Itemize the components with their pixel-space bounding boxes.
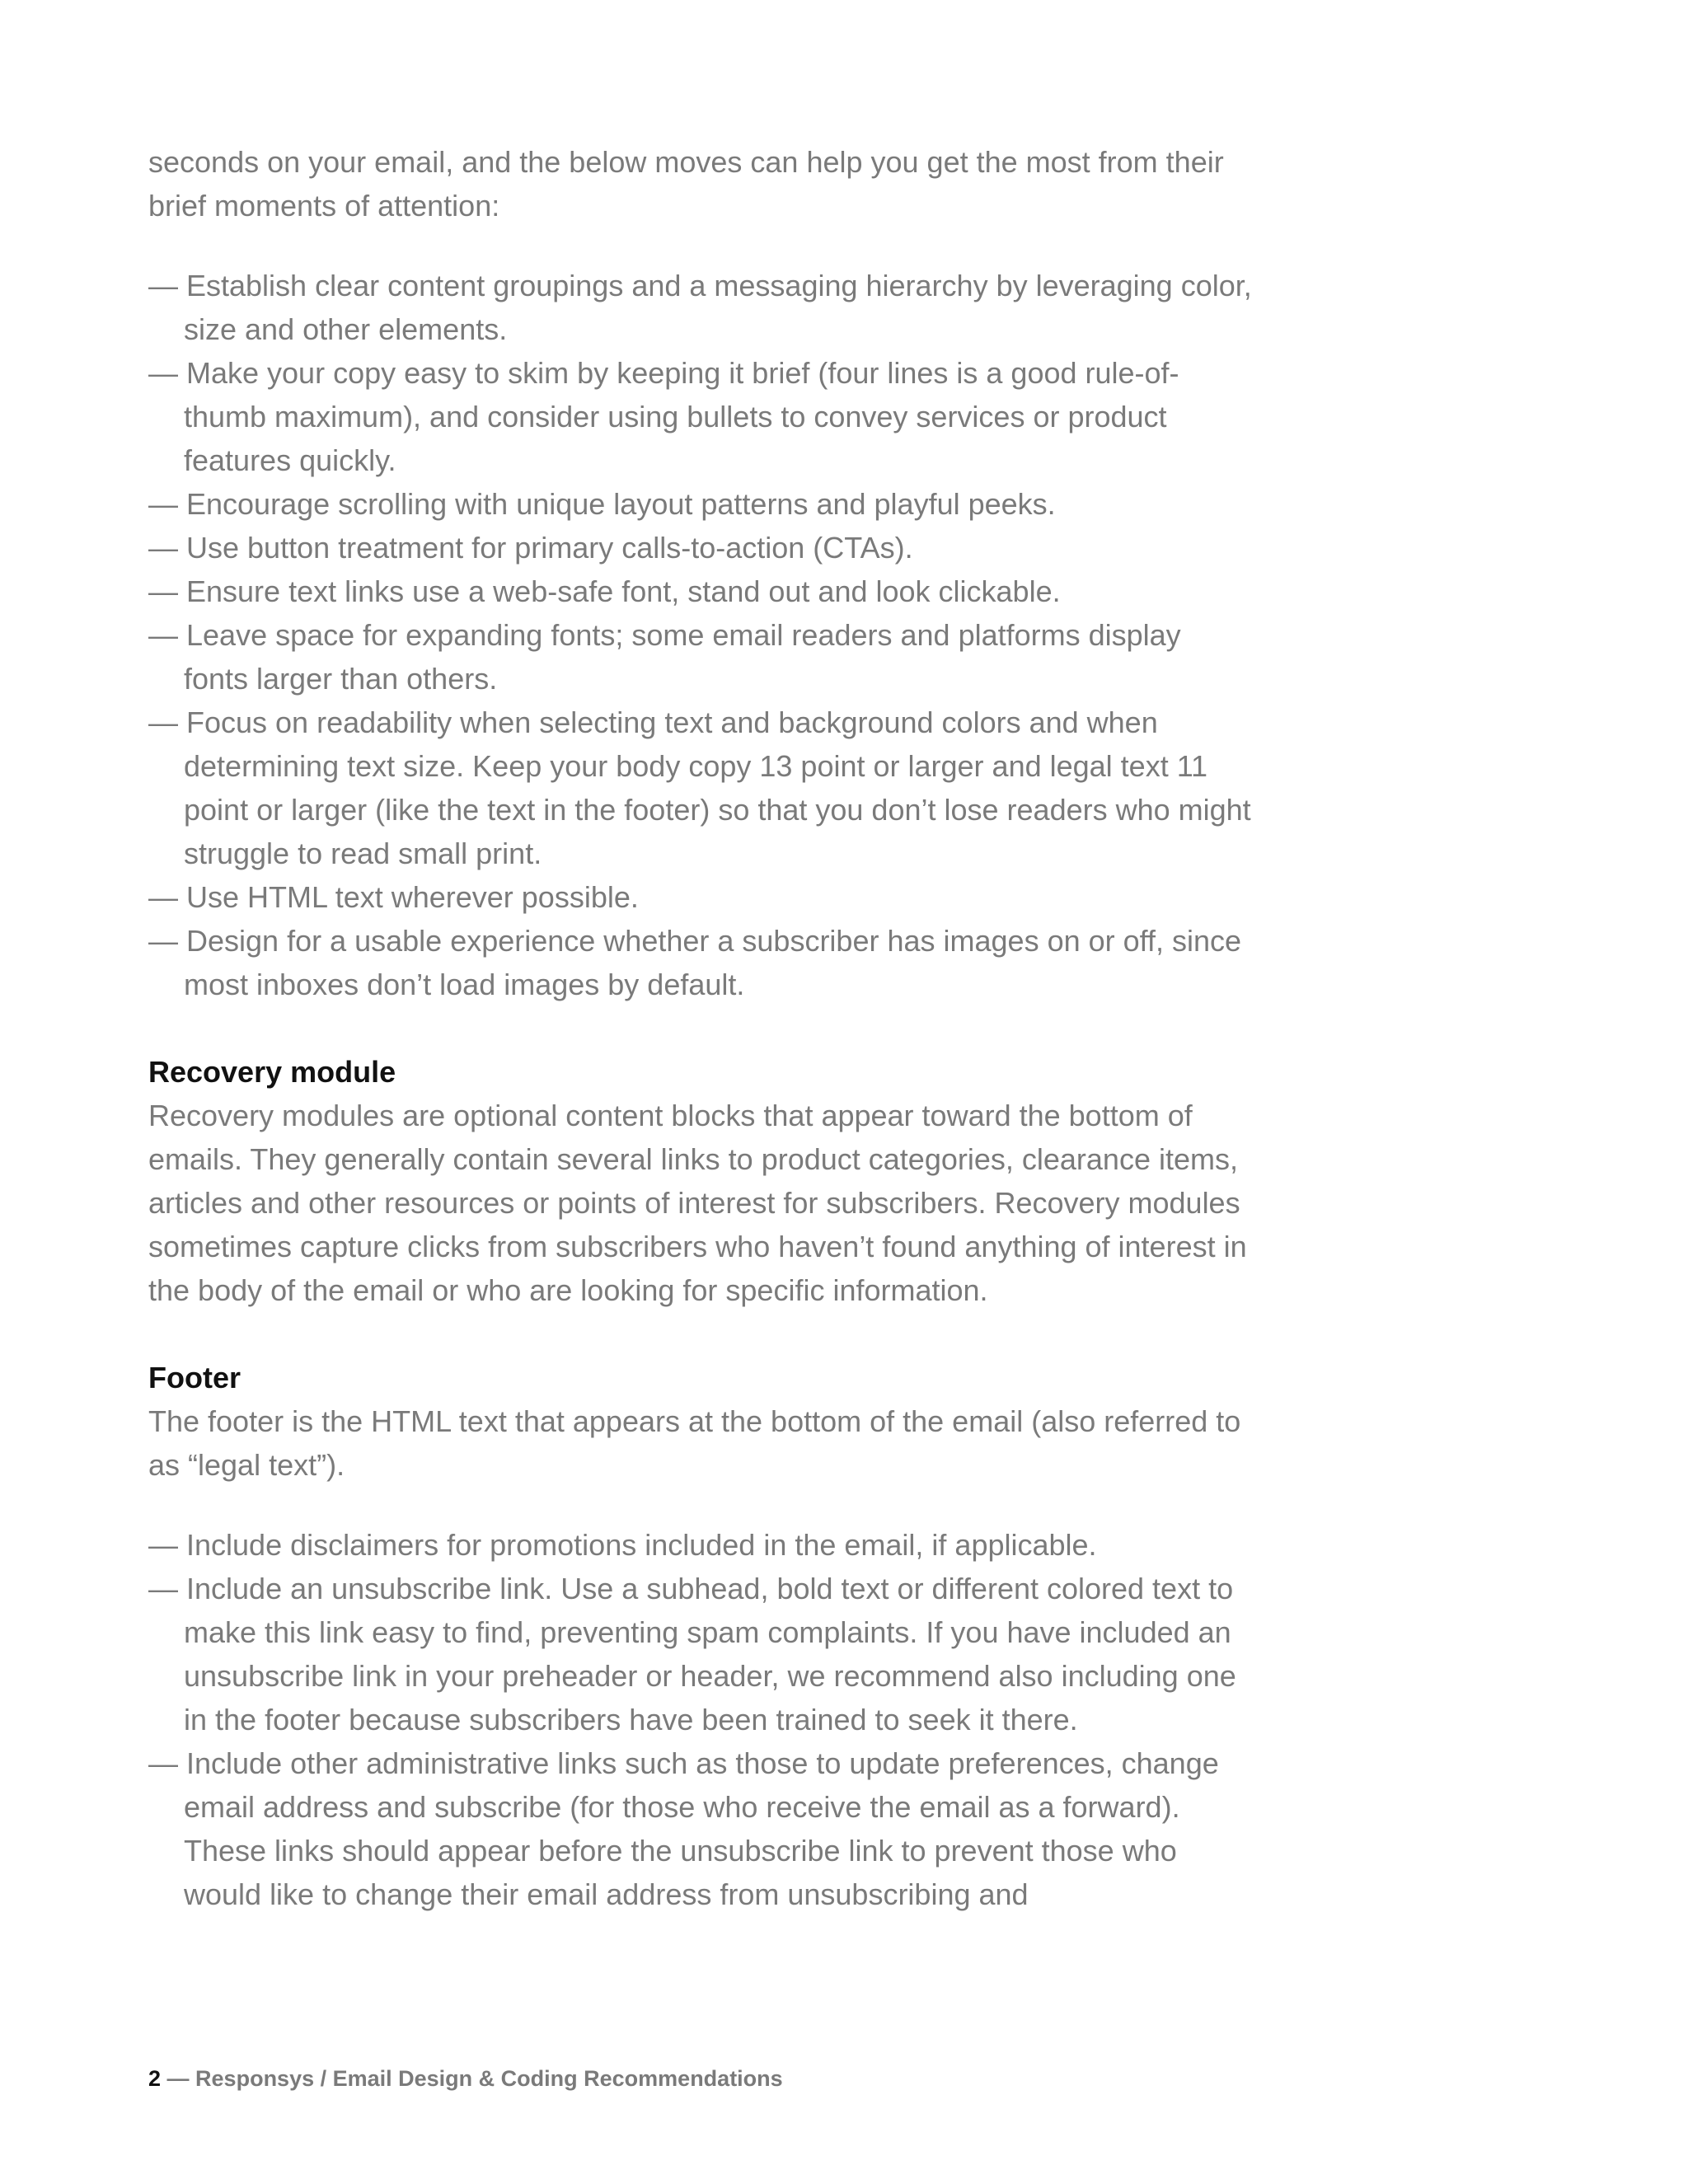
design-tips-list <box>148 264 1253 1006</box>
list-item: — Focus on readability when selecting text and background colors and when determining text size. Keep your body copy 13 point or larger and legal text 11 point or larger (like the text in the footer) so that you don’t lose readers who might struggle to read small print. <box>148 705 1251 870</box>
page-footer <box>148 2062 783 2095</box>
footer-section <box>148 1356 1253 1916</box>
list-item: — Establish clear content groupings and a messaging hierarchy by leveraging color, size and other elements. <box>148 269 1252 346</box>
footer-body: The footer is the HTML text that appears at the bottom of the email (also referred to as “legal text”). <box>148 1404 1241 1482</box>
list-item: — Encourage scrolling with unique layout patterns and playful peeks. <box>148 487 1056 521</box>
footer-tips-list <box>148 1523 1253 1916</box>
list-item: — Ensure text links use a web-safe font, stand out and look clickable. <box>148 574 1061 608</box>
list-item: — Use button treatment for primary calls-to-action (CTAs). <box>148 531 913 565</box>
intro-paragraph: seconds on your email, and the below moves can help you get the most from their brief moments of attention: <box>148 145 1224 223</box>
footer-heading: Footer <box>148 1361 241 1394</box>
list-item: — Use HTML text wherever possible. <box>148 880 639 914</box>
recovery-module-section <box>148 1050 1253 1312</box>
list-item: — Include an unsubscribe link. Use a subhead, bold text or different colored text to make this link easy to find, preventing spam complaints. If you have included an unsubscribe link in your preheader or header, we recommend also including one in the footer because subscribers have been trained to seek it there. <box>148 1572 1236 1736</box>
document-page <box>148 140 1253 1916</box>
recovery-module-body: Recovery modules are optional content blocks that appear toward the bottom of emails. They generally contain several links to product categories, clearance items, articles and other resources or points of interest for subscribers. Recovery modules sometimes capture clicks from subscribers who haven’t found anything of interest in the body of the email or who are looking for specific information. <box>148 1099 1247 1307</box>
list-item: — Include disclaimers for promotions included in the email, if applicable. <box>148 1528 1097 1562</box>
document-title: Responsys / Email Design & Coding Recommendations <box>195 2066 783 2091</box>
list-item: — Make your copy easy to skim by keeping it brief (four lines is a good rule-of-thumb maximum), and consider using bullets to convey services or product features quickly. <box>148 356 1179 477</box>
list-item: — Leave space for expanding fonts; some email readers and platforms display fonts larger than others. <box>148 618 1181 696</box>
footer-separator: — <box>161 2066 196 2091</box>
list-item: — Include other administrative links such as those to update preferences, change email address and subscribe (for those who receive the email as a forward). These links should appear before the unsubscribe link to prevent those who would like to change their email address from unsubscribing and <box>148 1746 1219 1911</box>
recovery-module-heading: Recovery module <box>148 1055 396 1089</box>
page-number: 2 <box>148 2066 162 2091</box>
list-item: — Design for a usable experience whether a subscriber has images on or off, since most inboxes don’t load images by default. <box>148 924 1242 1001</box>
